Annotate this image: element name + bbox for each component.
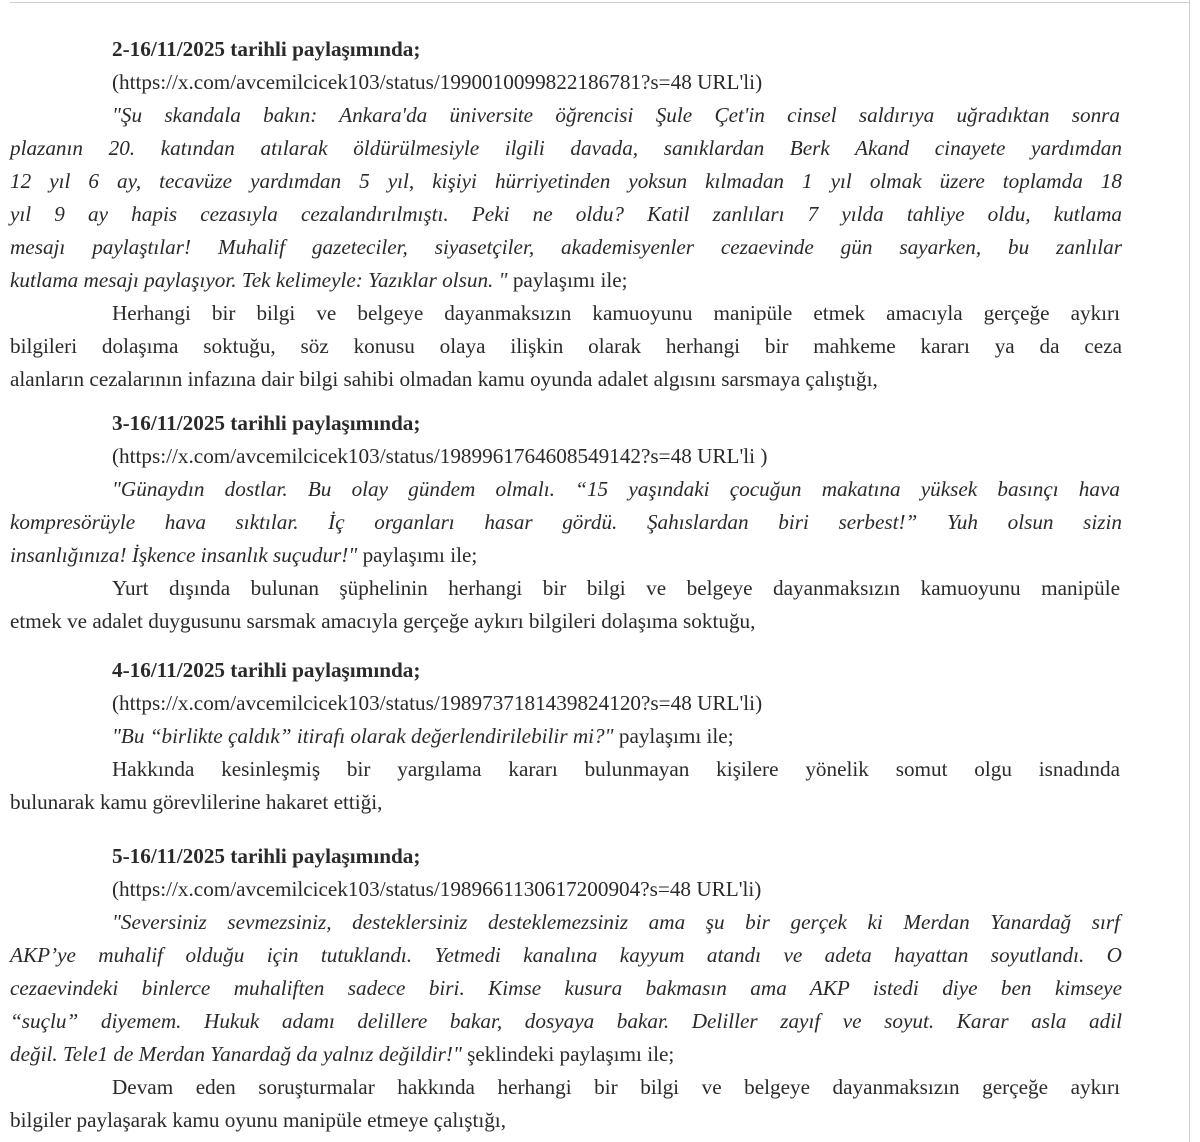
quote-line: plazanın 20. katından atılarak öldürülmesiyle ilgili davada, sanıklardan Berk Akand cinayete yardımdan (10, 136, 1122, 160)
document-page (10, 0, 1190, 1142)
quote-line: "Günaydın dostlar. Bu olay gündem olmalı. “15 yaşındaki çocuğun makatına yüksek basınçı hava (112, 477, 1120, 501)
section-heading: 4-16/11/2025 tarihli paylaşımında; (112, 658, 421, 682)
quote-line: “suçlu” diyemem. Hukuk adamı delillere bakar, dosyaya bakar. Deliller zayıf ve soyut. Karar asla adil (10, 1009, 1122, 1033)
body-line: bilgiler paylaşarak kamu oyunu manipüle etmeye çalıştığı, (10, 1108, 506, 1132)
body-line: Devam eden soruşturmalar hakkında herhangi bir bilgi ve belgeye dayanmaksızın gerçeğe aykırı (112, 1075, 1120, 1099)
quote-text: "Bu “birlikte çaldık” itirafı olarak değerlendirilebilir mi?" (112, 724, 614, 748)
quote-suffix: paylaşımı ile; (357, 543, 478, 567)
tweet-url-line: (https://x.com/avcemilcicek103/status/1989961764608549142?s=48 URL'li ) (112, 444, 768, 468)
quote-line: kompresörüyle hava sıktılar. İç organları hasar gördü. Şahıslardan biri serbest!” Yuh olsun sizin (10, 510, 1122, 534)
tweet-url-line: (https://x.com/avcemilcicek103/status/1989737181439824120?s=48 URL'li) (112, 691, 763, 715)
body-line: Herhangi bir bilgi ve belgeye dayanmaksızın kamuoyunu manipüle etmek amacıyla gerçeğe aykırı (112, 301, 1120, 325)
body-line: Yurt dışında bulunan şüphelinin herhangi bir bilgi ve belgeye dayanmaksızın kamuoyunu manipüle (112, 576, 1120, 600)
quote-line: yıl 9 ay hapis cezasıyla cezalandırılmıştı. Peki ne oldu? Katil zanlıları 7 yılda tahliye oldu, kutlama (10, 202, 1122, 226)
top-border (10, 2, 1190, 3)
quote-text: kutlama mesajı paylaşıyor. Tek kelimeyle: Yazıklar olsun. " (10, 268, 508, 292)
body-line: alanların cezalarının infazına dair bilgi sahibi olmadan kamu oyunda adalet algısını sarsmaya çalıştığı, (10, 367, 878, 391)
body-line: etmek ve adalet duygusunu sarsmak amacıyla gerçeğe aykırı bilgileri dolaşıma soktuğu, (10, 609, 756, 633)
quote-last-line (10, 264, 1122, 297)
tweet-url-line: (https://x.com/avcemilcicek103/status/1990010099822186781?s=48 URL'li) (112, 70, 763, 94)
quote-line: mesajı paylaştılar! Muhalif gazeteciler, siyasetçiler, akademisyenler cezaevinde gün sayarken, bu zanlılar (10, 235, 1122, 259)
body-line: bulunarak kamu görevlilerine hakaret ettiği, (10, 790, 383, 814)
section-heading: 2-16/11/2025 tarihli paylaşımında; (112, 37, 421, 61)
right-border (1189, 0, 1190, 1142)
quote-text: insanlığınıza! İşkence insanlık suçudur!" (10, 543, 358, 567)
quote-last-line (10, 1038, 1122, 1071)
body-line: Hakkında kesinleşmiş bir yargılama kararı bulunmayan kişilere yönelik somut olgu isnadında (112, 757, 1120, 781)
tweet-url-line: (https://x.com/avcemilcicek103/status/1989661130617200904?s=48 URL'li) (112, 877, 762, 901)
quote-suffix: şeklindeki paylaşımı ile; (461, 1042, 675, 1066)
quote-line: AKP’ye muhalif olduğu için tutuklandı. Yetmedi kanalına kayyum atandı ve adeta hayattan soyutlandı. O (10, 943, 1122, 967)
quote-last-line (112, 720, 1120, 753)
section-heading: 5-16/11/2025 tarihli paylaşımında; (112, 844, 421, 868)
quote-suffix: paylaşımı ile; (507, 268, 628, 292)
quote-line: "Şu skandala bakın: Ankara'da üniversite öğrencisi Şule Çet'in cinsel saldırıya uğradıktan sonra (112, 103, 1120, 127)
body-line: bilgileri dolaşıma soktuğu, söz konusu olaya ilişkin olarak herhangi bir mahkeme kararı ya da ceza (10, 334, 1122, 358)
quote-line: "Seversiniz sevmezsiniz, desteklersiniz desteklemezsiniz ama şu bir gerçek ki Merdan Yanardağ sırf (112, 910, 1120, 934)
section-heading: 3-16/11/2025 tarihli paylaşımında; (112, 411, 421, 435)
quote-line: cezaevindeki binlerce muhaliften sadece biri. Kimse kusura bakmasın ama AKP istedi diye ben kimseye (10, 976, 1122, 1000)
quote-last-line (10, 539, 1122, 572)
quote-suffix: paylaşımı ile; (613, 724, 734, 748)
quote-text: değil. Tele1 de Merdan Yanardağ da yalnız değildir!" (10, 1042, 462, 1066)
quote-line: 12 yıl 6 ay, tecavüze yardımdan 5 yıl, kişiyi hürriyetinden yoksun kılmadan 1 yıl olmak üzere toplamda 18 (10, 169, 1122, 193)
